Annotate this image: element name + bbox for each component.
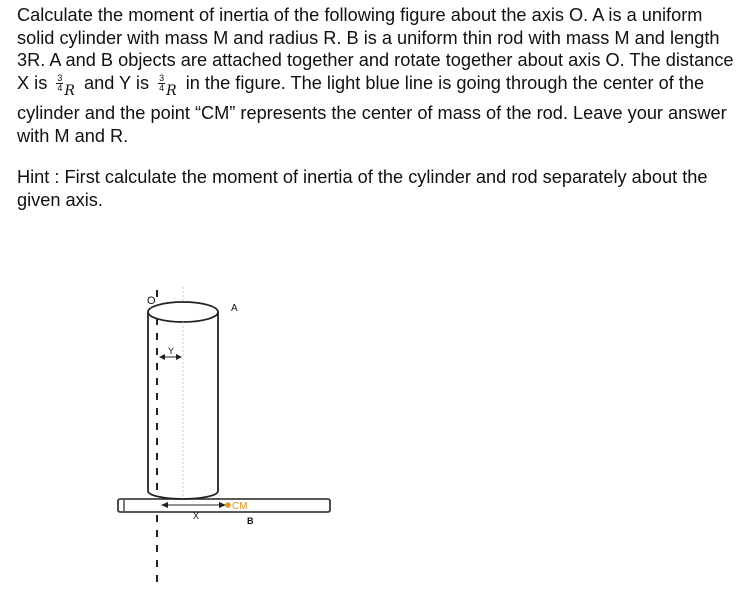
problem-text-part1: Calculate the moment of inertia of the following figure about the axis O. A is a uniform solid cylinder with mass M and radius R. B is a uniform thin rod with mass M and length 3R. A and B objects are attached together and rotate together about axis O. The distance X is	[17, 5, 734, 93]
fraction-y-numerator: 3	[159, 73, 165, 84]
cylinder-a-top	[148, 302, 218, 322]
fraction-x-variable: R	[64, 82, 75, 99]
label-cm: CM	[232, 501, 248, 512]
label-x: X	[192, 511, 200, 521]
label-y: Y	[167, 346, 175, 356]
label-a: A	[231, 303, 238, 314]
problem-text-part2: and Y is	[78, 72, 155, 93]
cm-point	[225, 502, 231, 508]
fraction-y-variable: R	[166, 82, 177, 99]
hint-text: Hint : First calculate the moment of inertia of the cylinder and rod separately about the given axis.	[17, 167, 708, 210]
fraction-y-denominator: 4	[159, 83, 165, 94]
problem-text-part3: in the figure. The light blue line is going through the center of the cylinder and the point “CM” represents the center of mass of the rod. Leave your answer with M and R.	[17, 72, 727, 146]
label-b: B	[247, 516, 254, 526]
fraction-x-denominator: 4	[57, 83, 63, 94]
fraction-x-numerator: 3	[57, 73, 63, 84]
label-o: O	[147, 295, 156, 307]
